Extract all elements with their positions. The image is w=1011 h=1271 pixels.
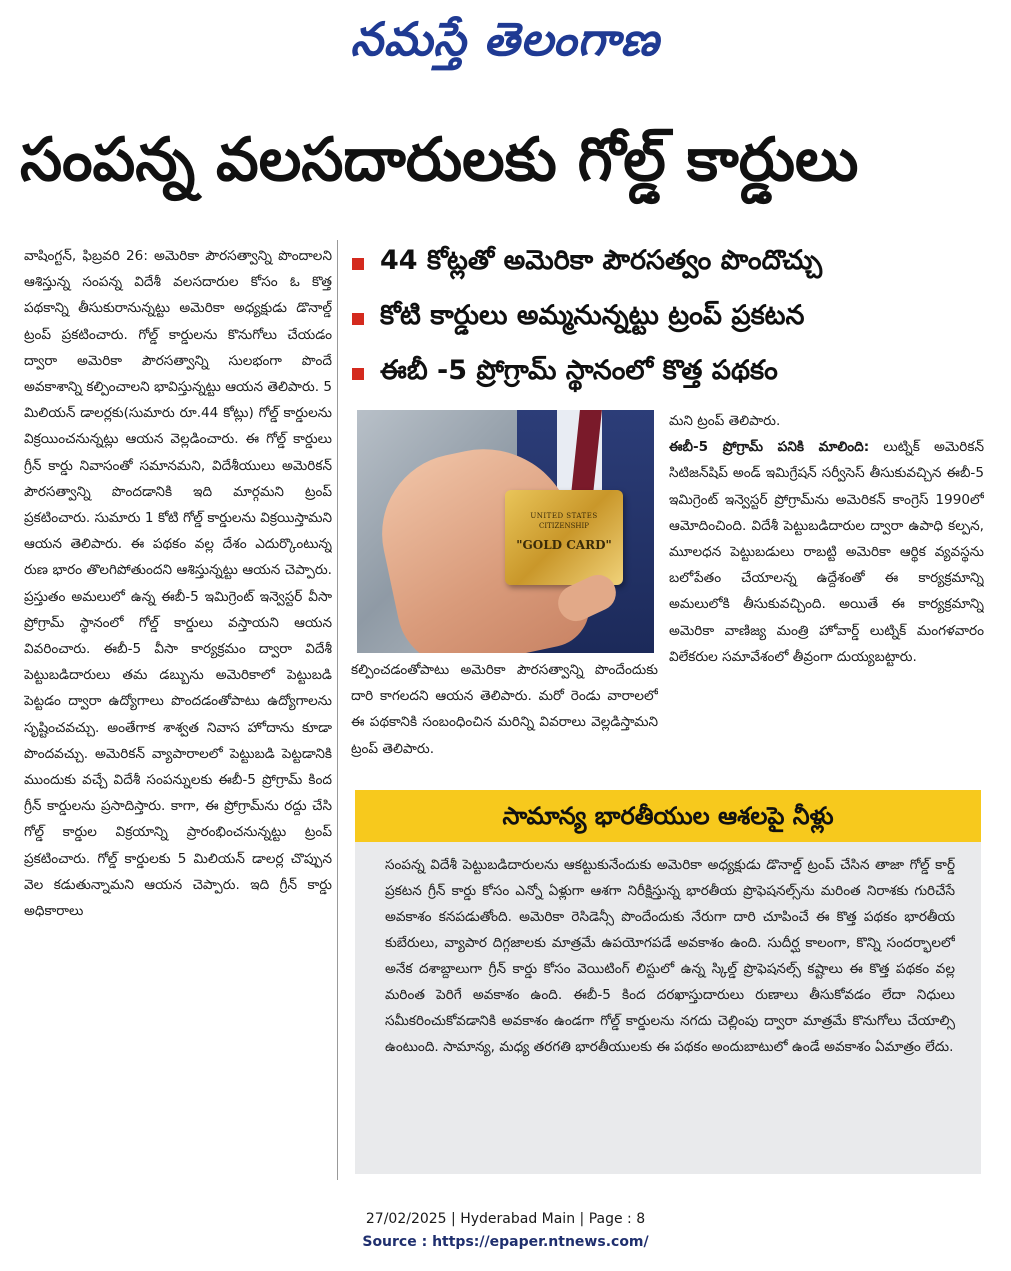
article-headline: సంపన్న వలసదారులకు గోల్డ్ కార్డులు (20, 125, 859, 195)
article-column-left: వాషింగ్టన్, ఫిబ్రవరి 26: అమెరికా పౌరసత్వాన్ని పొందాలని ఆశిస్తున్న సంపన్న విదేశీ వలసదారుల కోసం ఓ కొత్త పథకాన్ని తీసుకురానున్నట్టు అమెరికా అధ్యక్షుడు డొనాల్డ్ ట్రంప్ ప్రకటించారు. గోల్డ్ కార్డులను కొనుగోలు చేయడం ద్వారా అమెరికా పౌరసత్వాన్ని సులభంగా పొందే అవకాశాన్ని కల్పించాలని భావిస్తున్నట్టు ఆయన తెలిపారు. 5 మిలియన్ డాలర్లకు(సుమారు రూ.44 కోట్లు) గోల్డ్ కార్డులను విక్రయించనున్నట్లు ఆయన వెల్లడించారు. ఈ గోల్డ్ కార్డులు గ్రీన్ కార్డు నివాసంతో సమానమని, విదేశీయులు అమెరికన్ పౌరసత్వాన్ని పొందడానికి ఇది మార్గమని ట్రంప్ ప్రకటించారు. సుమారు 1 కోటి గోల్డ్ కార్డులను విక్రయిస్తామని ఆయన తెలిపారు. ఈ పథకం వల్ల దేశం ఎదుర్కొంటున్న రుణ భారం తొలగిపోతుందని ఆశిస్తున్నట్టు ఆయన చెప్పారు. ప్రస్తుతం అమలులో ఉన్న ఈబీ-5 ఇమిగ్రెంట్ ఇన్వెస్టర్ వీసా ప్రోగ్రామ్ స్థానంలో గోల్డ్ కార్డులు వస్తాయని ఆయన వివరించారు. ఈబీ-5 వీసా కార్యక్రమం ద్వారా విదేశీ పెట్టుబడిదారులు తమ డబ్బును అమెరికాలో పెట్టుబడి పెట్టడం ద్వారా ఉద్యోగాలు పొందడంతోపాటు ఉద్యోగాలను సృష్టించవచ్చు. అంతేగాక శాశ్వత నివాస హోదాను కూడా పొందవచ్చు. అమెరికన్ వ్యాపారాలలో పెట్టుబడి పెట్టడానికి ముందుకు వచ్చే విదేశీ సంపన్నులకు ఈబీ-5 ప్రోగ్రామ్ కింద గ్రీన్ కార్డులను ప్రసాదిస్తారు. కాగా, ఈ ప్రోగ్రామ్‌ను రద్దు చేసి గోల్డ్ కార్డుల విక్రయాన్ని ప్రారంభించనున్నట్టు ట్రంప్ ప్రకటించారు. గోల్డ్ కార్డులకు 5 మిలియన్ డాలర్ల చొప్పున వెల కడుతున్నామని ఆయన చెప్పారు. ఇది గ్రీన్ కార్డు అధికారాలు (24, 248, 332, 920)
bullet-text: ఈబీ -5 ప్రోగ్రామ్ స్థానంలో కొత్త పథకం (380, 354, 778, 386)
article-text: లుట్నిక్ అమెరికన్ సిటిజన్‌షిప్ అండ్ ఇమిగ్రేషన్ సర్వీసెస్ తీసుకువచ్చిన ఈబీ-5 ఇమిగ్రెంట్ ఇన్వెస్టర్ ప్రోగ్రామ్‌ను అమెరికన్ కాంగ్రెస్ 1990లో ఆమోదించింది. విదేశీ పెట్టుబడిదారుల ద్వారా ఉపాధి కల్పన, మూలధన పెట్టుబడులు రాబట్టి అమెరికా ఆర్థిక వ్యవస్థను బలోపేతం చేయాలన్న ఉద్దేశంతో ఈ కార్యక్రమాన్ని అమలులోకి తీసుకువచ్చింది. అయితే ఈ కార్యక్రమాన్ని అమెరికా వాణిజ్య మంత్రి హోవార్డ్ లుట్నిక్ మంగళవారం విలేకరుల సమావేశంలో తీవ్రంగా దుయ్యబట్టారు. (669, 439, 984, 665)
sidebar-box-title: సామాన్య భారతీయుల ఆశలపై నీళ్లు (355, 790, 981, 842)
bullet-square-icon (352, 258, 364, 270)
footer-date-edition: 27/02/2025 | Hyderabad Main | Page : 8 (365, 1211, 646, 1227)
newspaper-masthead: నమస్తే తెలంగాణ (350, 12, 660, 66)
article-text: మని ట్రంప్ తెలిపారు. (669, 413, 781, 429)
bullet-text: 44 కోట్లతో అమెరికా పౌరసత్వం పొందొచ్చు (380, 244, 823, 276)
sidebar-box-body: సంపన్న విదేశీ పెట్టుబడిదారులను ఆకట్టుకునేందుకు అమెరికా అధ్యక్షుడు డొనాల్డ్ ట్రంప్ చేసిన తాజా గోల్డ్ కార్డ్ ప్రకటన గ్రీన్ కార్డు కోసం ఎన్నో ఏళ్లుగా ఆశగా నిరీక్షిస్తున్న భారతీయ ప్రొఫెషనల్స్‌ను మరింత నిరాశకు గురిచేసే అవకాశం కనపడుతోంది. అమెరికా రెసిడెన్సీ పొందేందుకు నేరుగా దారి చూపించే ఈ కొత్త పథకం భారతీయ కుబేరులు, వ్యాపార దిగ్గజాలకు మాత్రమే ఉపయోగపడే అవకాశం ఉంది. సుదీర్ఘ కాలంగా, కొన్ని సందర్భాలలో అనేక దశాబ్దాలుగా గ్రీన్ కార్డు కోసం వెయిటింగ్ లిస్టులో ఉన్న స్కిల్డ్ ప్రొఫెషనల్స్ కష్టాలు ఈ కొత్త పథకం వల్ల మరింత పెరిగే అవకాశం ఉంది. ఈబీ-5 కింద దరఖాస్తుదారులు రుణాలు తీసుకోవడం లేదా నిధులు సమీకరించుకోవడానికి అవకాశం ఉండగా గోల్డ్ కార్డులను నగదు చెల్లింపు ద్వారా మాత్రమే కొనుగోలు చేయాల్సి ఉంటుంది. సామాన్య, మధ్య తరగతి భారతీయులకు ఈ పథకం అందుబాటులో ఉండే అవకాశం ఏమాత్రం లేదు. (385, 857, 955, 1055)
article-subhead: ఈబీ-5 ప్రోగ్రామ్ పనికి మాలింది: (669, 439, 870, 456)
article-column-right (669, 408, 984, 768)
footer-source: Source : https://epaper.ntnews.com/ (362, 1234, 649, 1250)
bullet-text: కోటి కార్డులు అమ్మనున్నట్టు ట్రంప్ ప్రకటన (380, 299, 805, 331)
column-divider (337, 240, 338, 1180)
bullet-item (352, 346, 992, 401)
card-text: CITIZENSHIP (538, 522, 590, 530)
bullet-item (352, 291, 992, 346)
article-column-middle: కల్పించడంతోపాటు అమెరికా పౌరసత్వాన్ని పొందేందుకు దారి కాగలదని ఆయన తెలిపారు. మరో రెండు వారాలలో ఈ పథకానికి సంబంధించిన మరిన్ని వివరాలు వెల్లడిస్తామని ట్రంప్ తెలిపారు. (351, 662, 658, 757)
sidebar-box (355, 790, 981, 1174)
gold-card-photo (357, 410, 654, 653)
bullet-square-icon (352, 313, 364, 325)
card-text: UNITED STATES (530, 512, 598, 520)
page-footer (0, 1208, 1011, 1254)
bullet-item (352, 236, 992, 291)
bullet-square-icon (352, 368, 364, 380)
card-title: "GOLD CARD" (516, 538, 612, 552)
highlight-bullets (352, 236, 992, 401)
gold-card (505, 490, 623, 585)
